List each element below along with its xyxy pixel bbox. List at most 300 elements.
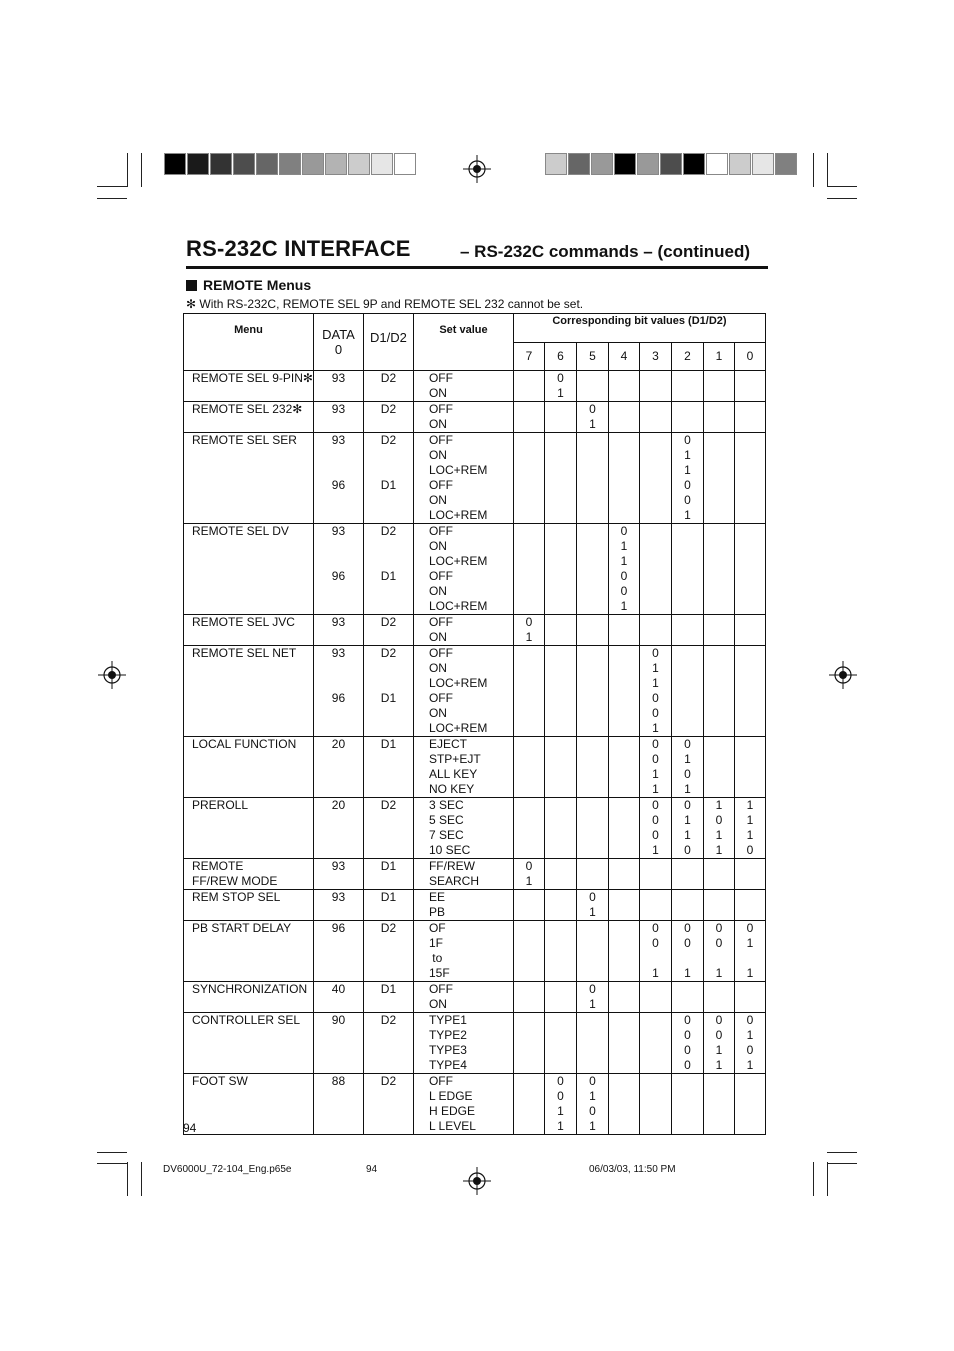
data-cell-text: 96	[331, 921, 346, 935]
bit-cell-text	[672, 646, 703, 736]
registration-mark-icon	[462, 1166, 492, 1196]
color-swatch	[164, 153, 186, 175]
bit-cell	[544, 402, 576, 433]
crop-mark	[827, 1162, 828, 1196]
d1d2-cell	[363, 798, 413, 859]
bit-cell-text	[545, 1013, 576, 1073]
d1d2-cell-text: D2	[380, 798, 397, 812]
bit-cell	[671, 921, 703, 982]
menu-cell	[184, 737, 314, 798]
set-value-cell-text: OFF ON LOC+REM OFF ON LOC+REM	[428, 524, 488, 613]
set-value-cell-text: 3 SEC 5 SEC 7 SEC 10 SEC	[428, 798, 471, 857]
d1d2-cell-text: D2 D1	[380, 646, 397, 705]
menu-cell	[184, 524, 314, 615]
bit-cell-text: 0 1 1 0	[684, 798, 691, 857]
set-value-cell-text: OFF ON LOC+REM OFF ON LOC+REM	[428, 433, 488, 522]
data-cell	[313, 1074, 363, 1135]
data-cell	[313, 371, 363, 402]
bit-cell	[671, 798, 703, 859]
set-value-cell	[413, 402, 513, 433]
bit-cell-text	[577, 798, 608, 858]
bit-cell-text: 0 1 1 0 0 1	[684, 433, 691, 522]
d1d2-cell-text: D2 D1	[380, 433, 397, 492]
bit-number-header: 5	[576, 342, 608, 371]
bit-cell	[576, 921, 608, 982]
set-value-cell-text: OFF ON	[428, 982, 453, 1011]
data-cell-text: 20	[331, 737, 346, 751]
bit-cell-text	[514, 890, 544, 920]
table-row	[184, 1013, 766, 1074]
crop-mark	[97, 186, 127, 187]
bit-cell-text	[514, 402, 544, 432]
set-value-cell-text: OFF ON	[428, 371, 453, 400]
bit-cell	[703, 615, 734, 646]
bit-cell-text	[545, 737, 576, 797]
crop-mark	[97, 1163, 127, 1164]
d1d2-cell-text: D2	[380, 371, 397, 385]
data-cell-text: 93	[331, 859, 346, 873]
bit-cell-text	[514, 982, 544, 1012]
bit-cell	[513, 890, 544, 921]
bit-cell	[513, 433, 544, 524]
bit-cell	[544, 1074, 576, 1135]
bit-cell	[639, 433, 671, 524]
bit-cell	[513, 798, 544, 859]
menu-cell	[184, 1074, 314, 1135]
color-calibration-bar-right	[545, 153, 798, 175]
set-value-cell-text: OFF L EDGE H EDGE L LEVEL	[428, 1074, 476, 1133]
set-value-cell	[413, 890, 513, 921]
color-swatch	[729, 153, 751, 175]
bit-cell-text	[704, 890, 734, 920]
bit-cell	[544, 890, 576, 921]
table-row	[184, 798, 766, 859]
bit-cell	[734, 982, 765, 1013]
set-value-cell	[413, 921, 513, 982]
color-swatch	[279, 153, 301, 175]
data-cell	[313, 890, 363, 921]
section-title: REMOTE Menus	[203, 277, 312, 293]
bit-cell	[671, 982, 703, 1013]
bit-cell	[734, 615, 765, 646]
footer-filename: DV6000U_72-104_Eng.p65e	[163, 1164, 292, 1175]
set-value-cell-text: FF/REW SEARCH	[428, 859, 479, 888]
set-value-cell	[413, 859, 513, 890]
bit-cell	[544, 737, 576, 798]
table-row	[184, 402, 766, 433]
bit-cell-text: 0 1	[525, 859, 533, 888]
bit-cell-text	[640, 524, 671, 614]
bit-cell	[544, 859, 576, 890]
bit-cell-text: 0 1	[557, 371, 564, 400]
bit-cell-text	[609, 371, 639, 401]
color-swatch	[683, 153, 705, 175]
bit-cell	[639, 921, 671, 982]
bit-cell-text	[640, 1013, 671, 1073]
footer-date: 06/03/03, 11:50 PM	[589, 1164, 676, 1175]
bit-cell	[671, 1013, 703, 1074]
bit-cell-text	[609, 921, 639, 981]
set-value-cell-text: TYPE1 TYPE2 TYPE3 TYPE4	[428, 1013, 467, 1072]
bit-cell	[576, 402, 608, 433]
menu-cell-text: REMOTE SEL JVC	[192, 615, 295, 629]
bit-number-header: 6	[544, 342, 576, 371]
bit-cell	[703, 982, 734, 1013]
color-swatch	[233, 153, 255, 175]
bit-cell-text: 0 0 1 1	[652, 737, 659, 796]
bit-cell	[576, 1074, 608, 1135]
bit-cell	[513, 859, 544, 890]
bit-number-header: 7	[513, 342, 544, 371]
crop-mark	[827, 1152, 857, 1153]
bit-cell-text	[545, 615, 576, 645]
bit-cell	[608, 737, 639, 798]
bit-cell-text	[704, 524, 734, 614]
bit-cell-text	[704, 615, 734, 645]
bit-cell	[703, 1074, 734, 1135]
data-cell-text: 90	[331, 1013, 346, 1027]
bit-cell-text	[640, 1074, 671, 1134]
bit-cell-text	[577, 921, 608, 981]
menu-cell	[184, 890, 314, 921]
bit-number-header: 2	[671, 342, 703, 371]
menu-cell	[184, 921, 314, 982]
bit-cell	[703, 646, 734, 737]
bit-cell-text	[704, 982, 734, 1012]
bit-cell	[671, 524, 703, 615]
bit-cell-text: 0 0 0 0	[684, 1013, 691, 1072]
data-cell	[313, 1013, 363, 1074]
page-number: 94	[183, 1121, 197, 1135]
bit-cell	[703, 737, 734, 798]
menu-cell-text: REMOTE SEL SER	[192, 433, 297, 447]
bit-cell-text	[640, 402, 671, 432]
menu-cell-text: CONTROLLER SEL	[192, 1013, 301, 1027]
menu-cell-text: LOCAL FUNCTION	[192, 737, 297, 751]
header-bit-values: Corresponding bit values (D1/D2)	[513, 314, 765, 343]
bit-cell	[513, 1013, 544, 1074]
set-value-cell-text: EJECT STP+EJT ALL KEY NO KEY	[428, 737, 481, 796]
color-swatch	[568, 153, 590, 175]
bit-cell-text: 0 1 0 1	[589, 1074, 596, 1133]
menu-cell	[184, 1013, 314, 1074]
bit-number-header: 0	[734, 342, 765, 371]
bit-cell	[734, 859, 765, 890]
menu-cell	[184, 859, 314, 890]
data-cell-text: 93	[331, 371, 346, 385]
bit-cell-text	[609, 433, 639, 523]
data-cell-text: 93 96	[331, 646, 346, 705]
crop-mark	[127, 153, 128, 187]
menu-cell-text: FOOT SW	[192, 1074, 248, 1088]
bit-cell-text: 0 0 1	[684, 921, 691, 980]
color-swatch	[256, 153, 278, 175]
d1d2-cell	[363, 646, 413, 737]
table-row	[184, 433, 766, 524]
menu-cell	[184, 402, 314, 433]
set-value-cell	[413, 1013, 513, 1074]
d1d2-cell-text: D2	[380, 921, 397, 935]
crop-mark	[97, 198, 127, 199]
bit-cell	[576, 737, 608, 798]
bit-cell	[576, 371, 608, 402]
bit-cell	[513, 921, 544, 982]
data-cell	[313, 921, 363, 982]
set-value-cell	[413, 615, 513, 646]
bit-cell-text: 0 0 0 1	[652, 798, 659, 857]
bit-cell-text: 0 1 0 1	[746, 1013, 754, 1072]
bit-cell-text: 0 1	[525, 615, 533, 644]
bit-cell-text: 0 0 1	[715, 921, 723, 980]
bit-cell-text	[577, 524, 608, 614]
data-cell-text: 93	[331, 615, 346, 629]
color-calibration-bar-left	[164, 153, 417, 175]
data-cell	[313, 982, 363, 1013]
d1d2-cell	[363, 615, 413, 646]
bit-cell-text	[545, 798, 576, 858]
bit-cell-text	[672, 1074, 703, 1134]
menu-cell	[184, 798, 314, 859]
bit-cell	[639, 1074, 671, 1135]
bit-cell	[639, 859, 671, 890]
set-value-cell	[413, 737, 513, 798]
bit-cell-text	[640, 982, 671, 1012]
bit-cell	[639, 524, 671, 615]
set-value-cell	[413, 798, 513, 859]
color-swatch	[775, 153, 797, 175]
d1d2-cell	[363, 1013, 413, 1074]
page-title: RS-232C INTERFACE	[186, 236, 411, 261]
color-swatch	[187, 153, 209, 175]
data-cell	[313, 859, 363, 890]
crop-mark	[827, 1163, 857, 1164]
bit-cell	[671, 646, 703, 737]
set-value-cell	[413, 524, 513, 615]
bit-cell	[671, 433, 703, 524]
bit-cell	[608, 646, 639, 737]
menu-cell-text: REMOTE FF/REW MODE	[192, 859, 278, 888]
bit-cell	[734, 433, 765, 524]
bit-cell	[513, 524, 544, 615]
bit-cell-text	[609, 859, 639, 889]
bit-cell	[576, 890, 608, 921]
data-cell	[313, 615, 363, 646]
bit-cell-text	[545, 402, 576, 432]
table-row	[184, 1074, 766, 1135]
bit-cell	[703, 921, 734, 982]
bit-cell	[703, 798, 734, 859]
crop-mark	[827, 153, 828, 187]
bit-cell	[608, 433, 639, 524]
d1d2-cell	[363, 859, 413, 890]
bit-cell-text	[577, 433, 608, 523]
bit-cell-text	[514, 737, 544, 797]
color-swatch	[637, 153, 659, 175]
bit-cell-text	[609, 982, 639, 1012]
bit-cell-text	[704, 646, 734, 736]
registration-mark-icon	[97, 660, 127, 690]
bit-cell	[608, 890, 639, 921]
d1d2-cell	[363, 890, 413, 921]
bit-cell	[608, 859, 639, 890]
header-set-value: Set value	[413, 314, 513, 371]
bit-cell	[608, 402, 639, 433]
color-swatch	[210, 153, 232, 175]
table-row	[184, 737, 766, 798]
bit-number-header: 4	[608, 342, 639, 371]
menu-cell-text: REMOTE SEL NET	[192, 646, 297, 660]
color-swatch	[752, 153, 774, 175]
bit-cell	[734, 371, 765, 402]
d1d2-cell	[363, 737, 413, 798]
bit-cell-text	[514, 646, 544, 736]
data-cell-text: 93 96	[331, 524, 346, 583]
color-swatch	[614, 153, 636, 175]
bit-cell-text	[514, 1074, 544, 1134]
bit-cell	[703, 859, 734, 890]
data-cell	[313, 402, 363, 433]
color-swatch	[706, 153, 728, 175]
remote-menus-table	[183, 313, 766, 1135]
bit-cell	[608, 524, 639, 615]
square-bullet-icon	[186, 280, 197, 291]
bit-cell-text	[609, 1074, 639, 1134]
color-swatch	[371, 153, 393, 175]
bit-cell-text	[609, 646, 639, 736]
d1d2-cell-text: D2	[380, 615, 397, 629]
registration-mark-icon	[462, 154, 492, 184]
bit-cell-text	[577, 371, 608, 401]
bit-cell-text	[672, 890, 703, 920]
bit-cell	[703, 371, 734, 402]
d1d2-cell-text: D1	[380, 737, 397, 751]
table-row	[184, 859, 766, 890]
bit-cell-text	[609, 798, 639, 858]
d1d2-cell	[363, 921, 413, 982]
bit-cell	[544, 615, 576, 646]
bit-cell-text	[609, 737, 639, 797]
set-value-cell-text: OFF ON	[428, 402, 453, 431]
bit-cell-text	[735, 859, 765, 889]
bit-cell-text	[704, 1074, 734, 1134]
bit-cell	[703, 402, 734, 433]
menu-cell	[184, 433, 314, 524]
data-cell	[313, 737, 363, 798]
menu-cell-text: REMOTE SEL 232✻	[192, 402, 303, 416]
header-menu: Menu	[184, 314, 314, 371]
table-row	[184, 371, 766, 402]
bit-cell	[544, 433, 576, 524]
bit-cell	[513, 646, 544, 737]
d1d2-cell	[363, 402, 413, 433]
color-swatch	[545, 153, 567, 175]
menu-cell	[184, 371, 314, 402]
menu-cell	[184, 615, 314, 646]
bit-cell-text: 0 1 1 0 0 1	[620, 524, 628, 613]
bit-cell	[734, 890, 765, 921]
bit-cell	[544, 1013, 576, 1074]
bit-cell-text	[640, 371, 671, 401]
d1d2-cell-text: D2	[380, 1013, 397, 1027]
bit-cell-text	[545, 890, 576, 920]
bit-cell-text: 0 0 1	[652, 921, 659, 980]
bit-cell	[608, 1074, 639, 1135]
bit-cell	[513, 402, 544, 433]
bit-cell-text: 1 0 1 1	[715, 798, 723, 857]
bit-cell-text: 0 1 1 0 0 1	[652, 646, 659, 735]
bit-cell	[576, 615, 608, 646]
bit-cell	[576, 798, 608, 859]
table-row	[184, 524, 766, 615]
d1d2-cell-text: D1	[380, 890, 397, 904]
data-cell	[313, 646, 363, 737]
set-value-cell	[413, 371, 513, 402]
bit-cell-text	[640, 859, 671, 889]
footer-page: 94	[366, 1164, 378, 1175]
bit-cell-text	[545, 433, 576, 523]
bit-cell	[671, 890, 703, 921]
bit-cell-text	[640, 890, 671, 920]
d1d2-cell	[363, 982, 413, 1013]
bit-cell	[639, 402, 671, 433]
bit-cell	[544, 982, 576, 1013]
bit-cell	[576, 982, 608, 1013]
bit-cell	[734, 402, 765, 433]
bit-cell-text	[735, 737, 765, 797]
bit-cell-text: 0 1 1	[746, 921, 754, 980]
crop-mark	[127, 1162, 128, 1196]
menu-cell-text: PREROLL	[192, 798, 249, 812]
set-value-cell	[413, 982, 513, 1013]
bit-number-header: 3	[639, 342, 671, 371]
menu-cell-text: REMOTE SEL 9-PIN✻	[192, 371, 313, 385]
data-cell-text: 20	[331, 798, 346, 812]
bit-cell-text	[704, 402, 734, 432]
title-divider	[186, 266, 768, 269]
set-value-cell	[413, 433, 513, 524]
bit-cell	[639, 615, 671, 646]
bit-cell-text	[672, 859, 703, 889]
bit-cell-text	[609, 615, 639, 645]
bit-cell	[576, 1013, 608, 1074]
bit-cell	[671, 615, 703, 646]
bit-cell	[608, 1013, 639, 1074]
bit-cell-text	[514, 524, 544, 614]
color-swatch	[394, 153, 416, 175]
bit-cell-text	[577, 1013, 608, 1073]
set-value-cell	[413, 1074, 513, 1135]
bit-cell-text	[609, 402, 639, 432]
header-d1d2: D1/D2	[363, 314, 413, 371]
bit-cell	[513, 1074, 544, 1135]
data-cell-text: 93	[331, 890, 346, 904]
crop-mark	[827, 198, 857, 199]
bit-cell	[703, 433, 734, 524]
set-value-cell	[413, 646, 513, 737]
d1d2-cell-text: D1	[380, 982, 397, 996]
bit-cell-text	[609, 1013, 639, 1073]
bit-cell-text: 0 1	[589, 890, 596, 919]
data-cell	[313, 524, 363, 615]
bit-cell-text	[514, 433, 544, 523]
bit-cell-text	[672, 615, 703, 645]
bit-cell	[513, 982, 544, 1013]
set-value-cell-text: OF 1F to 15F	[428, 921, 450, 980]
bit-cell	[639, 646, 671, 737]
page-subtitle: – RS-232C commands – (continued)	[460, 242, 751, 261]
d1d2-cell	[363, 433, 413, 524]
registration-mark-icon	[828, 660, 858, 690]
